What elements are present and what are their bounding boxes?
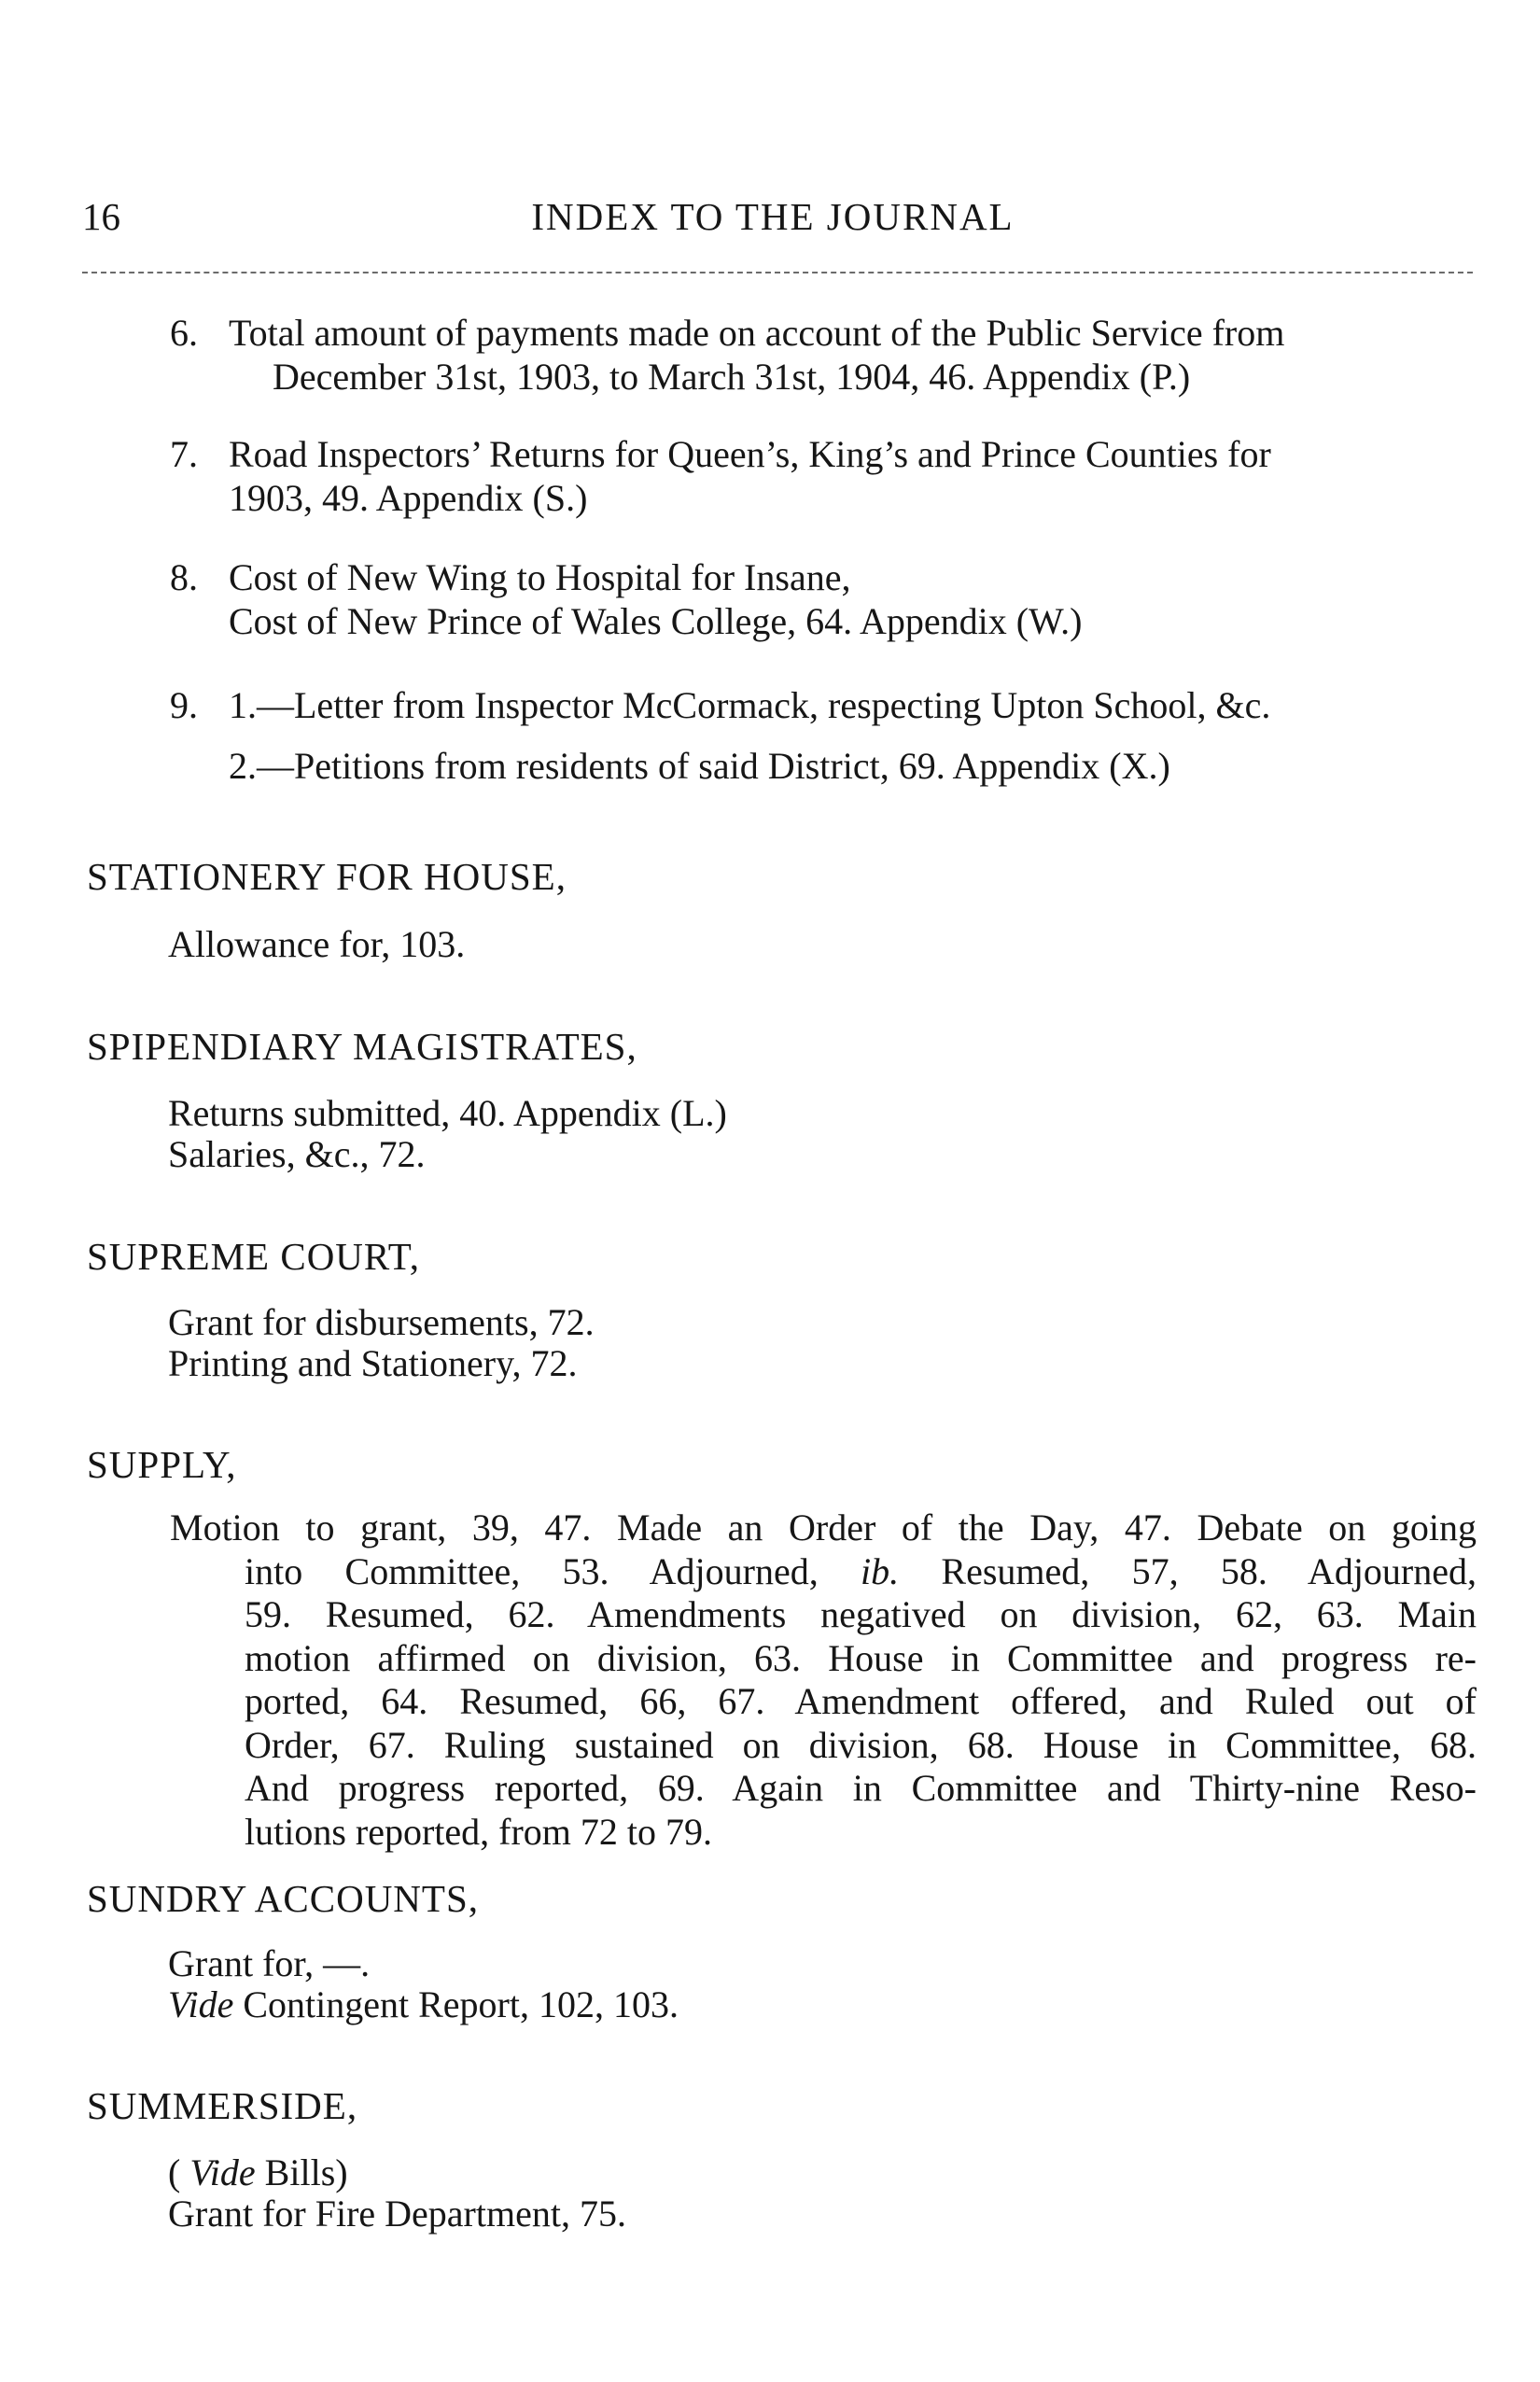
header-rule bbox=[82, 272, 1473, 273]
item-line: 1903, 49. Appendix (S.) bbox=[229, 477, 588, 519]
section-entry: Allowance for, 103. bbox=[168, 923, 466, 965]
section-heading: SUMMERSIDE, bbox=[87, 2084, 358, 2127]
item-line: Road Inspectors’ Returns for Queen’s, King’s and Prince Counties for bbox=[229, 433, 1271, 475]
paragraph-line: 59. Resumed, 62. Amendments negatived on division, 62, 63. Main bbox=[245, 1593, 1477, 1635]
item-line: Total amount of payments made on account of the Public Service from bbox=[229, 312, 1285, 354]
section-entry-vide bbox=[168, 2151, 348, 2194]
item-line: December 31st, 1903, to March 31st, 1904, 46. Appendix (P.) bbox=[273, 356, 1191, 398]
item-number: 7. bbox=[170, 433, 198, 475]
item-number: 6. bbox=[170, 312, 198, 354]
section-entry-vide bbox=[168, 1983, 679, 2026]
section-heading: SUPREME COURT, bbox=[87, 1235, 421, 1278]
paragraph-line: And progress reported, 69. Again in Committee and Thirty-nine Reso- bbox=[245, 1767, 1477, 1809]
item-number: 8. bbox=[170, 556, 198, 598]
page-number: 16 bbox=[82, 195, 120, 238]
open-paren: ( bbox=[168, 2151, 181, 2193]
paragraph-line: ported, 64. Resumed, 66, 67. Amendment offered, and Ruled out of bbox=[245, 1680, 1477, 1722]
section-entry: Salaries, &c., 72. bbox=[168, 1133, 426, 1175]
item-line: 2.—Petitions from residents of said District, 69. Appendix (X.) bbox=[229, 745, 1170, 787]
paragraph-line: Order, 67. Ruling sustained on division, 68. House in Committee, 68. bbox=[245, 1723, 1477, 1766]
section-heading: SUPPLY, bbox=[87, 1443, 237, 1486]
item-line: 1.—Letter from Inspector McCormack, respecting Upton School, &c. bbox=[229, 684, 1271, 726]
item-line: Cost of New Prince of Wales College, 64. Appendix (W.) bbox=[229, 600, 1083, 642]
item-line: Cost of New Wing to Hospital for Insane, bbox=[229, 556, 851, 598]
section-entry: Returns submitted, 40. Appendix (L.) bbox=[168, 1092, 727, 1134]
section-heading: STATIONERY FOR HOUSE, bbox=[87, 855, 567, 898]
paragraph-line: Motion to grant, 39, 47. Made an Order of the Day, 47. Debate on going bbox=[170, 1506, 1477, 1548]
item-number: 9. bbox=[170, 684, 198, 726]
section-entry: Grant for, —. bbox=[168, 1942, 371, 1984]
vide-reference: Contingent Report, 102, 103. bbox=[243, 1983, 679, 2025]
vide-reference: Bills) bbox=[264, 2151, 348, 2193]
section-entry: Grant for disbursements, 72. bbox=[168, 1301, 595, 1343]
ibid-abbrev: ib. bbox=[861, 1549, 900, 1592]
section-entry: Grant for Fire Department, 75. bbox=[168, 2193, 626, 2235]
section-entry: Printing and Stationery, 72. bbox=[168, 1342, 578, 1384]
paragraph-line: motion affirmed on division, 63. House in Committee and progress re- bbox=[245, 1636, 1477, 1679]
page-header bbox=[82, 194, 1463, 245]
section-heading: SUNDRY ACCOUNTS, bbox=[87, 1877, 480, 1920]
vide-label: Vide bbox=[168, 1983, 234, 2025]
running-title: INDEX TO THE JOURNAL bbox=[531, 195, 1015, 238]
section-heading: SPIPENDIARY MAGISTRATES, bbox=[87, 1025, 637, 1068]
vide-label: Vide bbox=[189, 2151, 256, 2193]
paragraph-line: lutions reported, from 72 to 79. bbox=[245, 1810, 713, 1853]
supply-paragraph bbox=[170, 1506, 1477, 1854]
paragraph-line: into Committee, 53. Adjourned, ib. Resumed, 57, 58. Adjourned, bbox=[245, 1549, 1477, 1592]
